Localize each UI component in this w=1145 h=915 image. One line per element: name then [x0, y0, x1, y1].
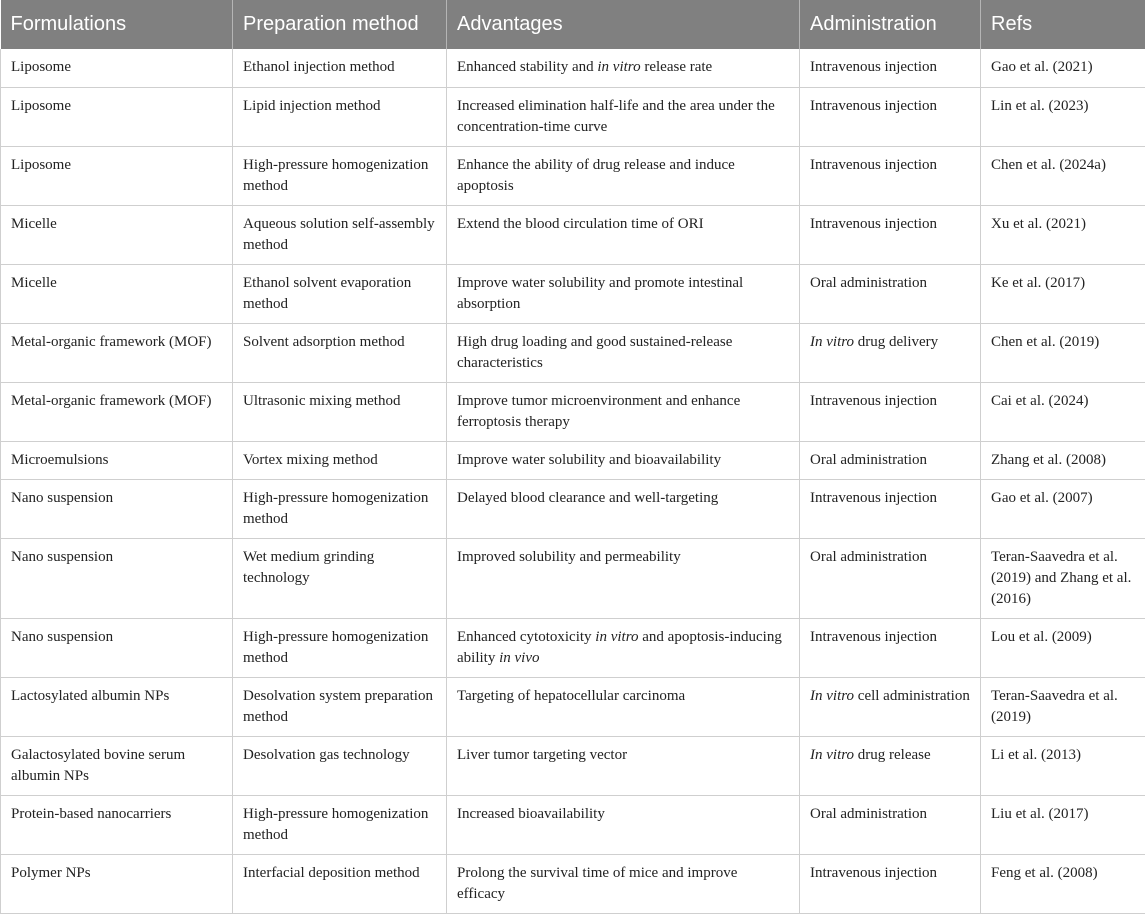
cell-preparation-method: Ultrasonic mixing method	[233, 382, 447, 441]
table-row	[1, 205, 1145, 264]
table-header	[1, 0, 1145, 49]
table-row	[1, 382, 1145, 441]
cell-administration: Intravenous injection	[800, 479, 981, 538]
cell-refs: Xu et al. (2021)	[981, 205, 1145, 264]
cell-formulation: Lactosylated albumin NPs	[1, 677, 233, 736]
cell-formulation: Microemulsions	[1, 441, 233, 479]
cell-refs: Teran-Saavedra et al. (2019)	[981, 677, 1145, 736]
table-row	[1, 441, 1145, 479]
cell-refs: Ke et al. (2017)	[981, 264, 1145, 323]
cell-administration: In vitro drug release	[800, 736, 981, 795]
cell-administration: In vitro cell administration	[800, 677, 981, 736]
cell-advantages: Increased bioavailability	[447, 795, 800, 854]
cell-administration: Intravenous injection	[800, 205, 981, 264]
cell-refs: Feng et al. (2008)	[981, 854, 1145, 913]
table-row	[1, 264, 1145, 323]
cell-refs: Gao et al. (2021)	[981, 49, 1145, 87]
cell-formulation: Polymer NPs	[1, 854, 233, 913]
cell-administration: Intravenous injection	[800, 87, 981, 146]
cell-refs: Cai et al. (2024)	[981, 382, 1145, 441]
header-advantages: Advantages	[447, 0, 800, 49]
cell-formulation: Galactosylated bovine serum albumin NPs	[1, 736, 233, 795]
header-preparation-method: Preparation method	[233, 0, 447, 49]
cell-formulation: Metal-organic framework (MOF)	[1, 382, 233, 441]
cell-preparation-method: High-pressure homogenization method	[233, 479, 447, 538]
cell-refs: Teran-Saavedra et al. (2019) and Zhang et al. (2016)	[981, 538, 1145, 618]
cell-advantages: Enhance the ability of drug release and induce apoptosis	[447, 146, 800, 205]
cell-administration: Intravenous injection	[800, 382, 981, 441]
cell-refs: Li et al. (2013)	[981, 736, 1145, 795]
cell-refs: Lin et al. (2023)	[981, 87, 1145, 146]
cell-refs: Zhang et al. (2008)	[981, 441, 1145, 479]
cell-administration: Oral administration	[800, 795, 981, 854]
cell-preparation-method: Desolvation system preparation method	[233, 677, 447, 736]
table-row	[1, 795, 1145, 854]
cell-preparation-method: Solvent adsorption method	[233, 323, 447, 382]
cell-advantages: Enhanced cytotoxicity in vitro and apoptosis-inducing ability in vivo	[447, 618, 800, 677]
cell-advantages: Delayed blood clearance and well-targeting	[447, 479, 800, 538]
cell-preparation-method: Interfacial deposition method	[233, 854, 447, 913]
cell-advantages: High drug loading and good sustained-release characteristics	[447, 323, 800, 382]
table-row	[1, 323, 1145, 382]
header-administration: Administration	[800, 0, 981, 49]
table-row	[1, 146, 1145, 205]
table-row	[1, 618, 1145, 677]
cell-preparation-method: Ethanol solvent evaporation method	[233, 264, 447, 323]
table-row	[1, 538, 1145, 618]
cell-advantages: Targeting of hepatocellular carcinoma	[447, 677, 800, 736]
cell-formulation: Metal-organic framework (MOF)	[1, 323, 233, 382]
cell-refs: Liu et al. (2017)	[981, 795, 1145, 854]
cell-formulation: Micelle	[1, 264, 233, 323]
cell-formulation: Nano suspension	[1, 538, 233, 618]
cell-refs: Gao et al. (2007)	[981, 479, 1145, 538]
header-refs: Refs	[981, 0, 1145, 49]
cell-advantages: Improve water solubility and promote intestinal absorption	[447, 264, 800, 323]
header-row	[1, 0, 1145, 49]
cell-preparation-method: Vortex mixing method	[233, 441, 447, 479]
cell-advantages: Improve water solubility and bioavailability	[447, 441, 800, 479]
cell-administration: Intravenous injection	[800, 49, 981, 87]
cell-formulation: Micelle	[1, 205, 233, 264]
cell-refs: Chen et al. (2019)	[981, 323, 1145, 382]
cell-preparation-method: Lipid injection method	[233, 87, 447, 146]
cell-administration: Intravenous injection	[800, 618, 981, 677]
cell-advantages: Prolong the survival time of mice and improve efficacy	[447, 854, 800, 913]
cell-advantages: Extend the blood circulation time of ORI	[447, 205, 800, 264]
table-row	[1, 87, 1145, 146]
cell-preparation-method: Wet medium grinding technology	[233, 538, 447, 618]
cell-advantages: Liver tumor targeting vector	[447, 736, 800, 795]
cell-formulation: Liposome	[1, 49, 233, 87]
cell-formulation: Protein-based nanocarriers	[1, 795, 233, 854]
table-body	[1, 49, 1145, 913]
cell-advantages: Improved solubility and permeability	[447, 538, 800, 618]
table-row	[1, 736, 1145, 795]
cell-preparation-method: High-pressure homogenization method	[233, 795, 447, 854]
cell-preparation-method: Ethanol injection method	[233, 49, 447, 87]
cell-preparation-method: Desolvation gas technology	[233, 736, 447, 795]
cell-preparation-method: Aqueous solution self-assembly method	[233, 205, 447, 264]
cell-formulation: Liposome	[1, 146, 233, 205]
cell-administration: In vitro drug delivery	[800, 323, 981, 382]
table-row	[1, 677, 1145, 736]
cell-preparation-method: High-pressure homogenization method	[233, 146, 447, 205]
table-row	[1, 479, 1145, 538]
table-row	[1, 854, 1145, 913]
cell-refs: Lou et al. (2009)	[981, 618, 1145, 677]
cell-administration: Oral administration	[800, 264, 981, 323]
cell-refs: Chen et al. (2024a)	[981, 146, 1145, 205]
cell-administration: Oral administration	[800, 441, 981, 479]
cell-formulation: Nano suspension	[1, 618, 233, 677]
header-formulations: Formulations	[1, 0, 233, 49]
cell-preparation-method: High-pressure homogenization method	[233, 618, 447, 677]
cell-advantages: Increased elimination half-life and the area under the concentration-time curve	[447, 87, 800, 146]
cell-advantages: Improve tumor microenvironment and enhance ferroptosis therapy	[447, 382, 800, 441]
cell-advantages: Enhanced stability and in vitro release rate	[447, 49, 800, 87]
cell-formulation: Liposome	[1, 87, 233, 146]
table-row	[1, 49, 1145, 87]
cell-administration: Intravenous injection	[800, 854, 981, 913]
cell-administration: Intravenous injection	[800, 146, 981, 205]
cell-formulation: Nano suspension	[1, 479, 233, 538]
cell-administration: Oral administration	[800, 538, 981, 618]
